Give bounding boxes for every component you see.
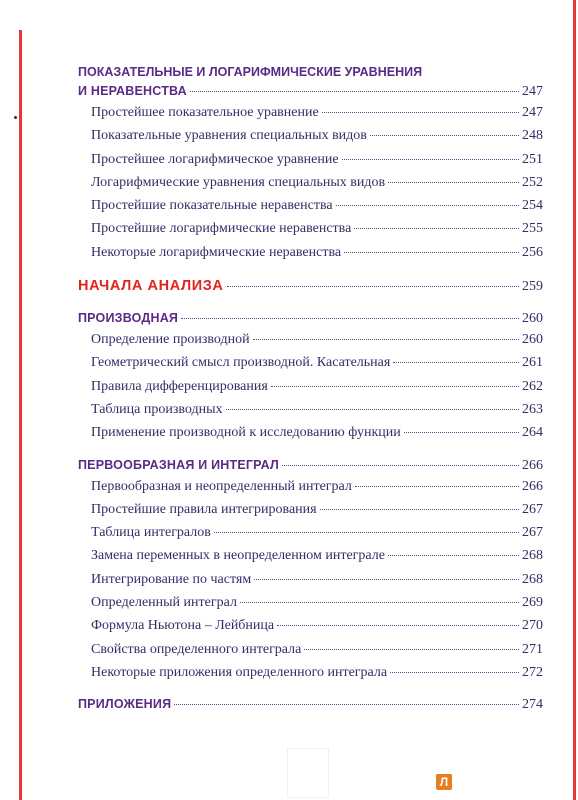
toc-item[interactable]: [78, 544, 543, 567]
leader-dots: [390, 672, 519, 673]
toc-item-title: Простейшие логарифмические неравенства: [91, 221, 352, 237]
leader-dots: [254, 579, 519, 580]
toc-section-row[interactable]: [78, 695, 543, 714]
toc-item-title: Простейшее показательное уравнение: [91, 105, 319, 120]
page-number: 252: [522, 174, 543, 190]
watermark-logo-icon: Л: [436, 774, 452, 790]
toc-section-row[interactable]: [78, 309, 543, 328]
toc-item-title: Простейшие показательные неравенства: [91, 198, 333, 214]
toc-item[interactable]: [78, 521, 543, 544]
toc-item-title: Таблица интегралов: [91, 525, 211, 541]
toc-item[interactable]: [78, 591, 543, 614]
toc-item[interactable]: [78, 375, 543, 398]
leader-dots: [181, 318, 519, 319]
leader-dots: [344, 252, 519, 253]
page-number: 274: [522, 697, 543, 713]
page-number: 271: [522, 641, 543, 657]
leader-dots: [388, 555, 519, 556]
page-number: 269: [522, 595, 543, 611]
page-number: 272: [522, 664, 543, 680]
leader-dots: [393, 362, 519, 363]
leader-dots: [253, 339, 519, 340]
leader-dots: [227, 286, 520, 287]
toc-item-title: Первообразная и неопределенный интеграл: [91, 478, 352, 494]
toc-item-title: Формула Ньютона – Лейбница: [91, 618, 275, 634]
toc-item-title: Интегрирование по частям: [91, 571, 252, 587]
toc-item-title: Некоторые логарифмические неравенства: [91, 244, 342, 260]
section-heading: ПЕРВООБРАЗНАЯ И ИНТЕГРАЛ: [78, 457, 279, 472]
page-number: 260: [522, 311, 543, 327]
toc-item[interactable]: [78, 398, 543, 421]
leader-dots: [404, 432, 519, 433]
toc-item-title: Замена переменных в неопределенном интеграле: [91, 548, 385, 564]
page-number: 254: [522, 198, 543, 214]
toc-item[interactable]: [78, 194, 543, 217]
page-number: 266: [522, 478, 543, 494]
toc-item-title: Применение производной к исследованию функции: [91, 425, 401, 441]
toc-item[interactable]: [78, 614, 543, 637]
page-number: 270: [522, 618, 543, 634]
table-of-contents: [78, 63, 543, 714]
toc-item-title: Геометрический смысл производной. Касательная: [91, 355, 391, 371]
toc-item-title: Свойства определенного интеграла: [91, 641, 302, 657]
page-number: 259: [522, 279, 543, 295]
leader-dots: [271, 386, 519, 387]
page-number: 262: [522, 378, 543, 394]
toc-item-title: Простейшие правила интегрирования: [91, 501, 317, 517]
toc-item[interactable]: [78, 101, 543, 124]
page-number: 251: [522, 151, 543, 167]
leader-dots: [370, 135, 519, 136]
page-frame-right: [573, 0, 576, 800]
leader-dots: [277, 625, 519, 626]
toc-section-row[interactable]: [78, 456, 543, 475]
toc-part-row[interactable]: [78, 277, 543, 296]
toc-item[interactable]: [78, 328, 543, 351]
leader-dots: [214, 532, 519, 533]
toc-item[interactable]: [78, 241, 543, 264]
leader-dots: [226, 409, 519, 410]
page-number: 264: [522, 425, 543, 441]
page-number: 255: [522, 221, 543, 237]
leader-dots: [240, 602, 519, 603]
margin-dot: [14, 116, 17, 119]
section-heading: ПРИЛОЖЕНИЯ: [78, 697, 172, 712]
leader-dots: [320, 509, 519, 510]
toc-item-title: Некоторые приложения определенного интеграла: [91, 664, 388, 680]
leader-dots: [304, 649, 519, 650]
page-number: 268: [522, 548, 543, 564]
page-number: 247: [522, 84, 543, 99]
toc-item[interactable]: [78, 148, 543, 171]
toc-item-title: Определенный интеграл: [91, 595, 237, 611]
page-number: 263: [522, 401, 543, 417]
toc-item-title: Таблица производных: [91, 401, 223, 417]
toc-item[interactable]: [78, 351, 543, 374]
toc-item-title: Показательные уравнения специальных видов: [91, 128, 367, 144]
page-number: 248: [522, 128, 543, 144]
leader-dots: [354, 228, 519, 229]
section-heading: И НЕРАВЕНСТВА: [78, 84, 187, 98]
leader-dots: [355, 486, 519, 487]
section-heading-line1: ПОКАЗАТЕЛЬНЫЕ И ЛОГАРИФМИЧЕСКИЕ УРАВНЕНИЯ: [78, 65, 423, 79]
leader-dots: [190, 91, 519, 92]
toc-item[interactable]: [78, 475, 543, 498]
page-number: 256: [522, 244, 543, 260]
toc-item[interactable]: [78, 498, 543, 521]
toc-item[interactable]: [78, 171, 543, 194]
page-number: 268: [522, 571, 543, 587]
page-number: 260: [522, 332, 543, 348]
page-number: 267: [522, 501, 543, 517]
page-frame-left: [19, 30, 22, 800]
toc-item-title: Логарифмические уравнения специальных видов: [91, 174, 386, 190]
toc-section-row[interactable]: [78, 82, 543, 101]
toc-item[interactable]: [78, 568, 543, 591]
page-number: 247: [522, 105, 543, 120]
leader-dots: [322, 112, 519, 113]
toc-item-title: Определение производной: [91, 332, 250, 348]
leader-dots: [342, 159, 519, 160]
toc-item[interactable]: [78, 124, 543, 147]
part-heading: НАЧАЛА АНАЛИЗА: [78, 278, 224, 295]
page-number: 261: [522, 355, 543, 371]
section-heading: ПРОИЗВОДНАЯ: [78, 311, 179, 326]
leader-dots: [174, 704, 519, 705]
leader-dots: [388, 182, 519, 183]
toc-item[interactable]: [78, 217, 543, 240]
page-number: 266: [522, 457, 543, 473]
toc-item[interactable]: [78, 661, 543, 684]
toc-item[interactable]: [78, 421, 543, 444]
toc-item[interactable]: [78, 638, 543, 661]
toc-item-title: Простейшее логарифмическое уравнение: [91, 151, 339, 167]
leader-dots: [282, 465, 519, 466]
leader-dots: [336, 205, 519, 206]
faint-stamp-area: [287, 748, 329, 798]
toc-item-title: Правила дифференцирования: [91, 378, 268, 394]
page-number: 267: [522, 525, 543, 541]
